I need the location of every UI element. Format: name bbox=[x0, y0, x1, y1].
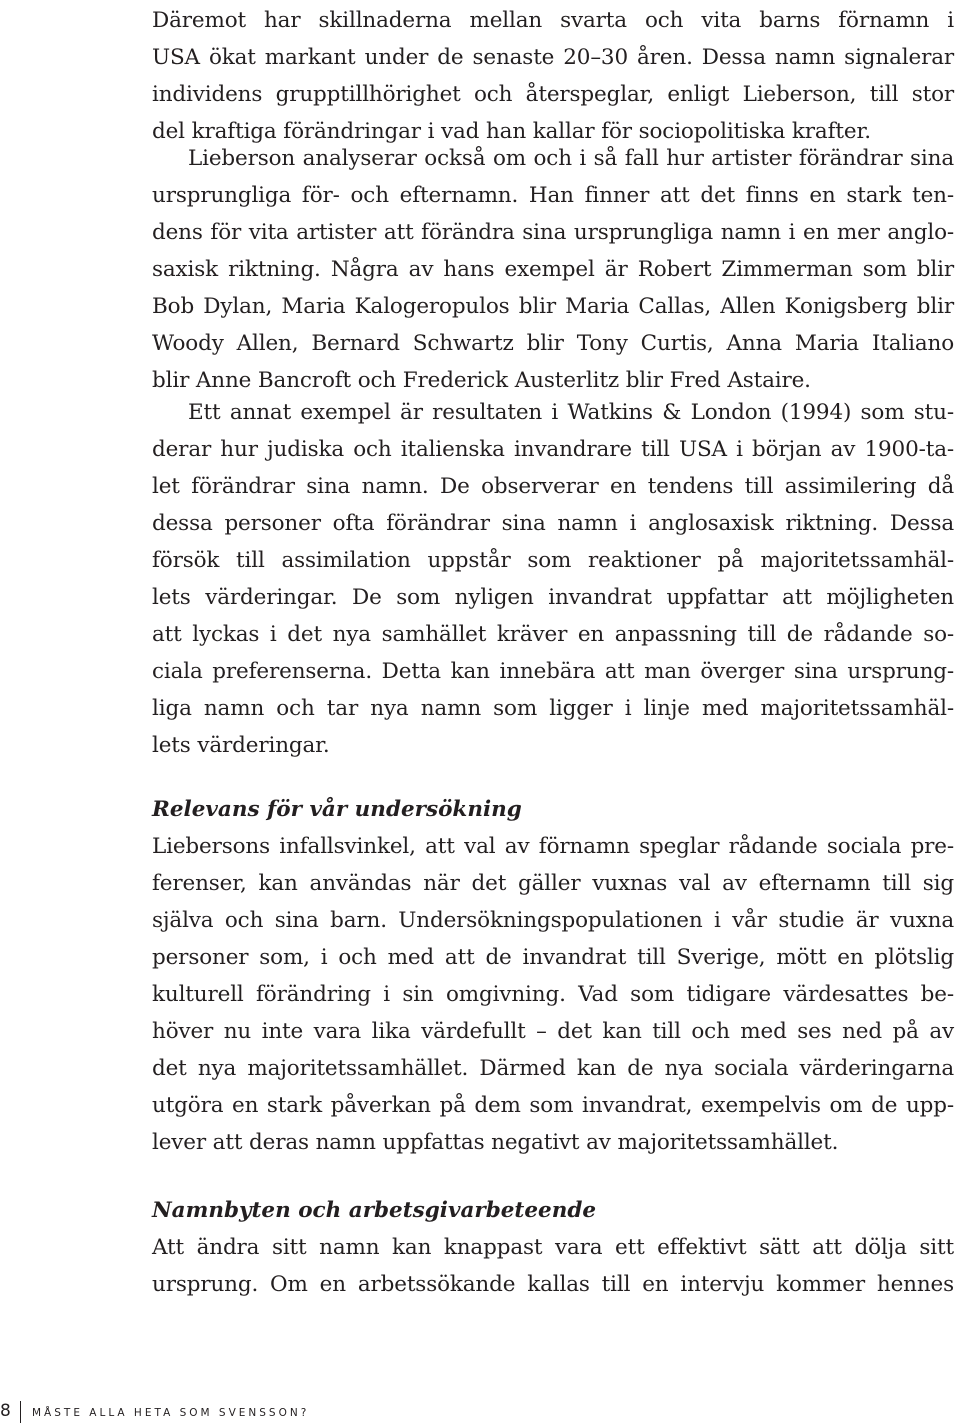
text-line: Att ändra sitt namn kan knappast vara ett effektivt sätt att dölja sitt bbox=[152, 1235, 954, 1260]
text-line: del kraftiga förändringar i vad han kallar för sociopolitiska krafter. bbox=[152, 119, 871, 144]
text-line: det nya majoritetssamhället. Därmed kan de nya sociala värderingarna bbox=[152, 1056, 954, 1081]
text-line: att lyckas i det nya samhället kräver en anpassning till de rådande so- bbox=[152, 622, 954, 647]
text-line: Woody Allen, Bernard Schwartz blir Tony Curtis, Anna Maria Italiano bbox=[152, 331, 954, 356]
text-line: kulturell förändring i sin omgivning. Vad som tidigare värdesattes be- bbox=[152, 982, 954, 1007]
text-line: ferenser, kan användas när det gäller vuxnas val av efternamn till sig bbox=[152, 871, 954, 896]
text-line: personer som, i och med att de invandrat till Sverige, mött en plötslig bbox=[152, 945, 954, 970]
paragraph-2 bbox=[152, 140, 954, 399]
text-line: utgöra en stark påverkan på dem som invandrat, exempelvis om de upp- bbox=[152, 1093, 954, 1118]
text-line: lets värderingar. bbox=[152, 733, 330, 758]
page-footer bbox=[0, 1400, 420, 1424]
text-line: dens för vita artister att förändra sina ursprungliga namn i en mer anglo- bbox=[152, 220, 954, 245]
text-line: Ett annat exempel är resultaten i Watkins & London (1994) som stu- bbox=[188, 400, 954, 425]
text-line: ursprung. Om en arbetssökande kallas till en intervju kommer hennes bbox=[152, 1272, 954, 1297]
text-line: Däremot har skillnaderna mellan svarta och vita barns förnamn i bbox=[152, 8, 954, 33]
text-line: Lieberson analyserar också om och i så fall hur artister förändrar sina bbox=[188, 146, 954, 171]
text-line: USA ökat markant under de senaste 20–30 åren. Dessa namn signalerar bbox=[152, 45, 954, 70]
text-line: individens grupptillhörighet och återspeglar, enligt Lieberson, till stor bbox=[152, 82, 954, 107]
section-heading: Namnbyten och arbetsgivarbeteende bbox=[152, 1198, 597, 1223]
text-line: Bob Dylan, Maria Kalogeropulos blir Maria Callas, Allen Konigsberg blir bbox=[152, 294, 954, 319]
text-line: Liebersons infallsvinkel, att val av förnamn speglar rådande sociala pre- bbox=[152, 834, 954, 859]
section-namnbyten bbox=[152, 1192, 954, 1303]
text-line: höver nu inte vara lika värdefullt – det kan till och med ses ned på av bbox=[152, 1019, 954, 1044]
text-line: derar hur judiska och italienska invandrare till USA i början av 1900-ta- bbox=[152, 437, 954, 462]
page-number: 8 bbox=[0, 1401, 11, 1421]
text-line: blir Anne Bancroft och Frederick Austerlitz blir Fred Astaire. bbox=[152, 368, 811, 393]
text-line: försök till assimilation uppstår som reaktioner på majoritetssamhäl- bbox=[152, 548, 954, 573]
paragraph-3 bbox=[152, 394, 954, 764]
text-line: saxisk riktning. Några av hans exempel är Robert Zimmerman som blir bbox=[152, 257, 954, 282]
running-title: MÅSTE ALLA HETA SOM SVENSSON? bbox=[32, 1407, 310, 1419]
section-relevans bbox=[152, 791, 954, 1161]
footer-divider bbox=[20, 1401, 21, 1423]
text-line: lever att deras namn uppfattas negativt av majoritetssamhället. bbox=[152, 1130, 839, 1155]
section-heading: Relevans för vår undersökning bbox=[152, 797, 522, 822]
text-line: ursprungliga för- och efternamn. Han finner att det finns en stark ten- bbox=[152, 183, 954, 208]
text-line: ciala preferenserna. Detta kan innebära att man överger sina ursprung- bbox=[152, 659, 954, 684]
text-line: let förändrar sina namn. De observerar en tendens till assimilering då bbox=[152, 474, 954, 499]
text-line: själva och sina barn. Undersökningspopulationen i vår studie är vuxna bbox=[152, 908, 954, 933]
paragraph-1 bbox=[152, 2, 954, 150]
text-line: liga namn och tar nya namn som ligger i linje med majoritetssamhäl- bbox=[152, 696, 954, 721]
text-line: lets värderingar. De som nyligen invandrat uppfattar att möjligheten bbox=[152, 585, 954, 610]
text-line: dessa personer ofta förändrar sina namn i anglosaxisk riktning. Dessa bbox=[152, 511, 954, 536]
